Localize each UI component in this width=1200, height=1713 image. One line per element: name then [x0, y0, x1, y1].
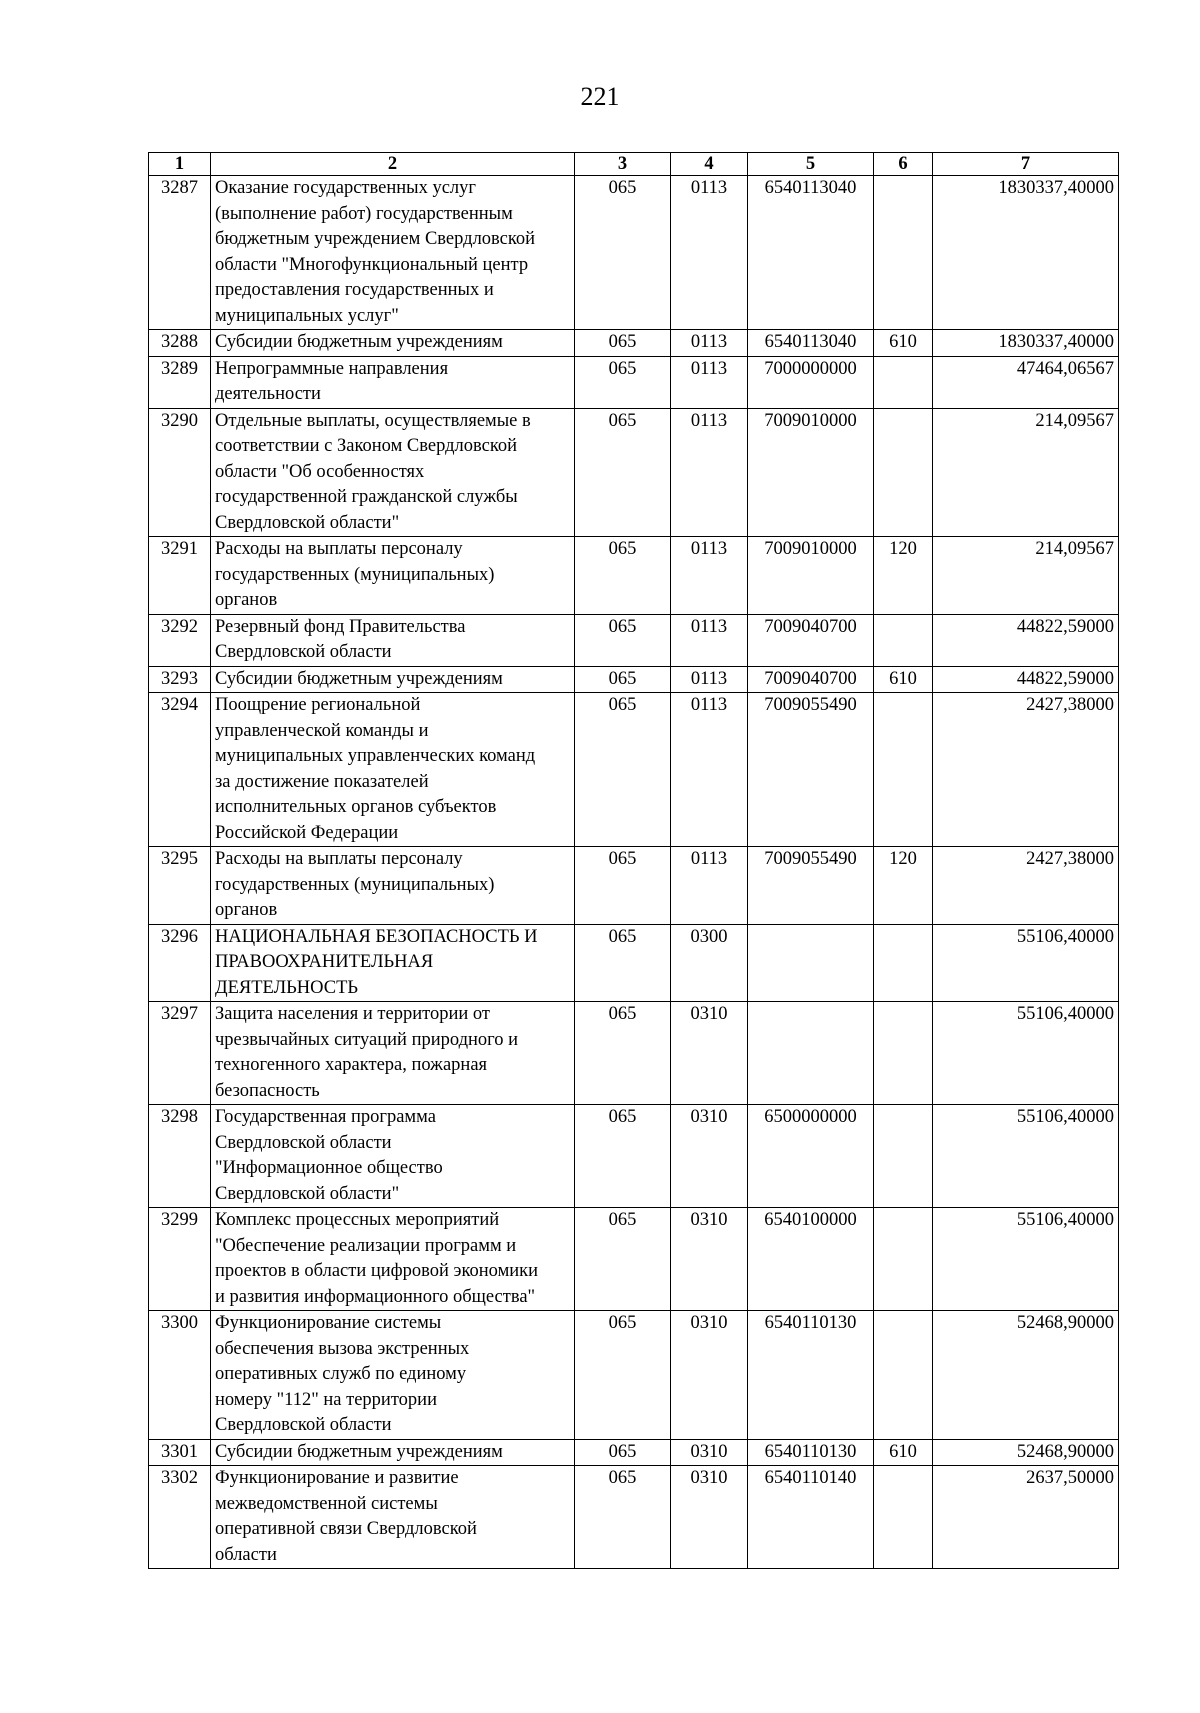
ministry-code: 065: [575, 693, 671, 847]
expense-type-code: [874, 176, 933, 330]
table-row: [149, 176, 1119, 330]
row-name: Оказание государственных услуг (выполнение работ) государственным бюджетным учреждением Свердловской области "Многофункциональный центр предоставления государственных и муниципальных услуг": [211, 176, 575, 330]
expense-type-code: [874, 1466, 933, 1569]
row-amount: 2637,50000: [933, 1466, 1119, 1569]
row-amount: 52468,90000: [933, 1311, 1119, 1440]
table-row: [149, 666, 1119, 693]
row-number: 3293: [149, 666, 211, 693]
row-amount: 55106,40000: [933, 924, 1119, 1002]
row-number: 3299: [149, 1208, 211, 1311]
expense-type-code: [874, 1002, 933, 1105]
row-number: 3290: [149, 408, 211, 537]
table-row: [149, 1208, 1119, 1311]
column-header: 1: [149, 153, 211, 176]
row-amount: 55106,40000: [933, 1002, 1119, 1105]
row-name: Непрограммные направления деятельности: [211, 356, 575, 408]
column-header: 4: [671, 153, 748, 176]
ministry-code: 065: [575, 1311, 671, 1440]
row-amount: 1830337,40000: [933, 330, 1119, 357]
row-name: Резервный фонд Правительства Свердловской области: [211, 614, 575, 666]
row-number: 3297: [149, 1002, 211, 1105]
target-article-code: [748, 924, 874, 1002]
target-article-code: 7009010000: [748, 408, 874, 537]
expense-type-code: 120: [874, 537, 933, 615]
expense-type-code: [874, 693, 933, 847]
section-code: 0113: [671, 847, 748, 925]
table-row: [149, 614, 1119, 666]
section-code: 0310: [671, 1208, 748, 1311]
row-number: 3298: [149, 1105, 211, 1208]
table-body: [149, 176, 1119, 1569]
section-code: 0310: [671, 1311, 748, 1440]
header-row: [149, 153, 1119, 176]
page-number: 221: [580, 82, 620, 111]
row-name: Государственная программа Свердловской области "Информационное общество Свердловской области": [211, 1105, 575, 1208]
table-row: [149, 1311, 1119, 1440]
expense-type-code: 610: [874, 666, 933, 693]
row-name: Защита населения и территории от чрезвычайных ситуаций природного и техногенного характера, пожарная безопасность: [211, 1002, 575, 1105]
section-code: 0310: [671, 1105, 748, 1208]
target-article-code: 6540100000: [748, 1208, 874, 1311]
ministry-code: 065: [575, 1466, 671, 1569]
section-code: 0113: [671, 614, 748, 666]
expense-type-code: [874, 408, 933, 537]
ministry-code: 065: [575, 176, 671, 330]
table-row: [149, 1439, 1119, 1466]
table-row: [149, 693, 1119, 847]
row-number: 3301: [149, 1439, 211, 1466]
row-name: Поощрение региональной управленческой команды и муниципальных управленческих команд за достижение показателей исполнительных органов субъектов Российской Федерации: [211, 693, 575, 847]
section-code: 0113: [671, 408, 748, 537]
table-row: [149, 408, 1119, 537]
ministry-code: 065: [575, 537, 671, 615]
row-number: 3292: [149, 614, 211, 666]
ministry-code: 065: [575, 1208, 671, 1311]
ministry-code: 065: [575, 847, 671, 925]
row-number: 3289: [149, 356, 211, 408]
column-header: 3: [575, 153, 671, 176]
target-article-code: 6540113040: [748, 176, 874, 330]
expense-type-code: [874, 614, 933, 666]
row-name: Субсидии бюджетным учреждениям: [211, 666, 575, 693]
row-amount: 2427,38000: [933, 847, 1119, 925]
ministry-code: 065: [575, 614, 671, 666]
row-amount: 55106,40000: [933, 1105, 1119, 1208]
row-amount: 214,09567: [933, 408, 1119, 537]
column-header: 2: [211, 153, 575, 176]
column-header: 7: [933, 153, 1119, 176]
section-code: 0310: [671, 1002, 748, 1105]
row-name: Функционирование и развитие межведомственной системы оперативной связи Свердловской области: [211, 1466, 575, 1569]
row-number: 3294: [149, 693, 211, 847]
expense-type-code: [874, 924, 933, 1002]
target-article-code: [748, 1002, 874, 1105]
expense-type-code: [874, 1208, 933, 1311]
ministry-code: 065: [575, 924, 671, 1002]
target-article-code: 7009055490: [748, 693, 874, 847]
row-name: НАЦИОНАЛЬНАЯ БЕЗОПАСНОСТЬ И ПРАВООХРАНИТЕЛЬНАЯ ДЕЯТЕЛЬНОСТЬ: [211, 924, 575, 1002]
table-row: [149, 356, 1119, 408]
target-article-code: 6500000000: [748, 1105, 874, 1208]
table-row: [149, 847, 1119, 925]
row-number: 3288: [149, 330, 211, 357]
table-row: [149, 537, 1119, 615]
section-code: 0113: [671, 666, 748, 693]
row-name: Отдельные выплаты, осуществляемые в соответствии с Законом Свердловской области "Об особенностях государственной гражданской службы Свердловской области": [211, 408, 575, 537]
ministry-code: 065: [575, 1439, 671, 1466]
ministry-code: 065: [575, 356, 671, 408]
column-header: 6: [874, 153, 933, 176]
row-amount: 47464,06567: [933, 356, 1119, 408]
target-article-code: 7009055490: [748, 847, 874, 925]
table-row: [149, 330, 1119, 357]
row-name: Комплекс процессных мероприятий "Обеспечение реализации программ и проектов в области цифровой экономики и развития информационного общества": [211, 1208, 575, 1311]
expense-type-code: [874, 1105, 933, 1208]
target-article-code: 6540110130: [748, 1439, 874, 1466]
section-code: 0300: [671, 924, 748, 1002]
row-name: Функционирование системы обеспечения вызова экстренных оперативных служб по единому номеру "112" на территории Свердловской области: [211, 1311, 575, 1440]
row-name: Субсидии бюджетным учреждениям: [211, 330, 575, 357]
row-name: Расходы на выплаты персоналу государственных (муниципальных) органов: [211, 847, 575, 925]
row-number: 3295: [149, 847, 211, 925]
row-name: Расходы на выплаты персоналу государственных (муниципальных) органов: [211, 537, 575, 615]
row-amount: 55106,40000: [933, 1208, 1119, 1311]
ministry-code: 065: [575, 1105, 671, 1208]
table-row: [149, 1466, 1119, 1569]
target-article-code: 6540110140: [748, 1466, 874, 1569]
ministry-code: 065: [575, 666, 671, 693]
column-header: 5: [748, 153, 874, 176]
expense-type-code: 610: [874, 1439, 933, 1466]
budget-table: [148, 152, 1119, 1569]
row-number: 3300: [149, 1311, 211, 1440]
section-code: 0113: [671, 330, 748, 357]
ministry-code: 065: [575, 408, 671, 537]
table-row: [149, 924, 1119, 1002]
row-name: Субсидии бюджетным учреждениям: [211, 1439, 575, 1466]
section-code: 0310: [671, 1439, 748, 1466]
expense-type-code: [874, 1311, 933, 1440]
section-code: 0113: [671, 537, 748, 615]
target-article-code: 6540110130: [748, 1311, 874, 1440]
row-number: 3287: [149, 176, 211, 330]
table-row: [149, 1002, 1119, 1105]
section-code: 0113: [671, 693, 748, 847]
row-number: 3296: [149, 924, 211, 1002]
target-article-code: 7000000000: [748, 356, 874, 408]
row-amount: 44822,59000: [933, 614, 1119, 666]
expense-type-code: 120: [874, 847, 933, 925]
row-amount: 214,09567: [933, 537, 1119, 615]
target-article-code: 6540113040: [748, 330, 874, 357]
expense-type-code: 610: [874, 330, 933, 357]
row-amount: 1830337,40000: [933, 176, 1119, 330]
row-amount: 2427,38000: [933, 693, 1119, 847]
section-code: 0113: [671, 356, 748, 408]
ministry-code: 065: [575, 330, 671, 357]
expense-type-code: [874, 356, 933, 408]
table-row: [149, 1105, 1119, 1208]
row-number: 3291: [149, 537, 211, 615]
row-amount: 44822,59000: [933, 666, 1119, 693]
ministry-code: 065: [575, 1002, 671, 1105]
section-code: 0310: [671, 1466, 748, 1569]
target-article-code: 7009040700: [748, 666, 874, 693]
row-amount: 52468,90000: [933, 1439, 1119, 1466]
section-code: 0113: [671, 176, 748, 330]
target-article-code: 7009010000: [748, 537, 874, 615]
target-article-code: 7009040700: [748, 614, 874, 666]
row-number: 3302: [149, 1466, 211, 1569]
